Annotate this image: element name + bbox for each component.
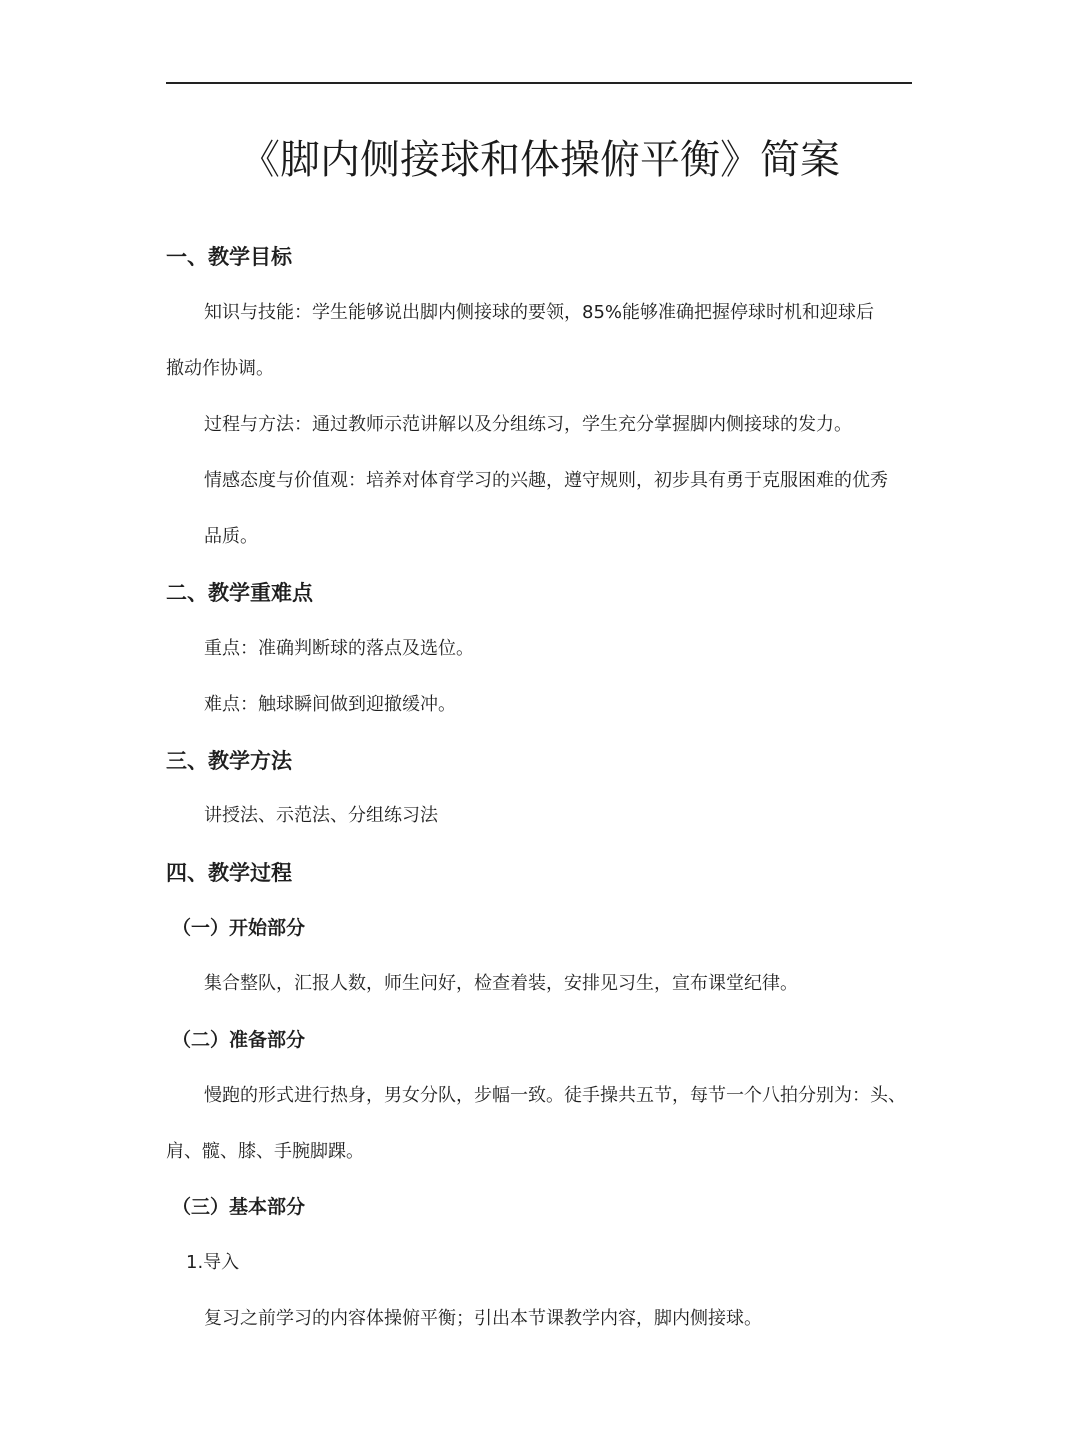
section-heading-key-points: 二、教学重难点 — [166, 581, 313, 605]
section-heading-objectives: 一、教学目标 — [166, 245, 292, 269]
paragraph-introduction: 复习之前学习的内容体操俯平衡；引出本节课教学内容，脚内侧接球。 — [204, 1308, 762, 1329]
document-title: 《脚内侧接球和体操俯平衡》简案 — [240, 137, 840, 183]
paragraph-process: 过程与方法：通过教师示范讲解以及分组练习，学生充分掌握脚内侧接球的发力。 — [204, 414, 852, 435]
paragraph-knowledge-line1: 知识与技能：学生能够说出脚内侧接球的要领，85%能够准确把握停球时机和迎球后 — [204, 302, 875, 323]
subheading-preparation: （二）准备部分 — [172, 1029, 306, 1051]
paragraph-difficulty: 难点：触球瞬间做到迎撤缓冲。 — [204, 694, 456, 715]
subheading-opening: （一）开始部分 — [172, 917, 306, 939]
paragraph-preparation-line1: 慢跑的形式进行热身，男女分队，步幅一致。徒手操共五节，每节一个八拍分别为：头、 — [204, 1085, 906, 1106]
section-heading-methods: 三、教学方法 — [166, 749, 292, 773]
paragraph-opening: 集合整队，汇报人数，师生问好，检查着装，安排见习生，宣布课堂纪律。 — [204, 973, 798, 994]
paragraph-emotion-line1: 情感态度与价值观：培养对体育学习的兴趣，遵守规则，初步具有勇于克服困难的优秀 — [204, 470, 888, 491]
header-rule — [166, 82, 912, 84]
paragraph-preparation-line2: 肩、髋、膝、手腕脚踝。 — [166, 1141, 364, 1162]
paragraph-key-point: 重点：准确判断球的落点及选位。 — [204, 638, 474, 659]
paragraph-knowledge-line2: 撤动作协调。 — [166, 358, 274, 379]
section-heading-process: 四、教学过程 — [166, 861, 292, 885]
subheading-basic: （三）基本部分 — [172, 1196, 306, 1218]
paragraph-emotion-line2: 品质。 — [204, 526, 258, 547]
numbered-heading-introduction: 1.导入 — [186, 1252, 240, 1273]
paragraph-methods: 讲授法、示范法、分组练习法 — [204, 805, 438, 826]
